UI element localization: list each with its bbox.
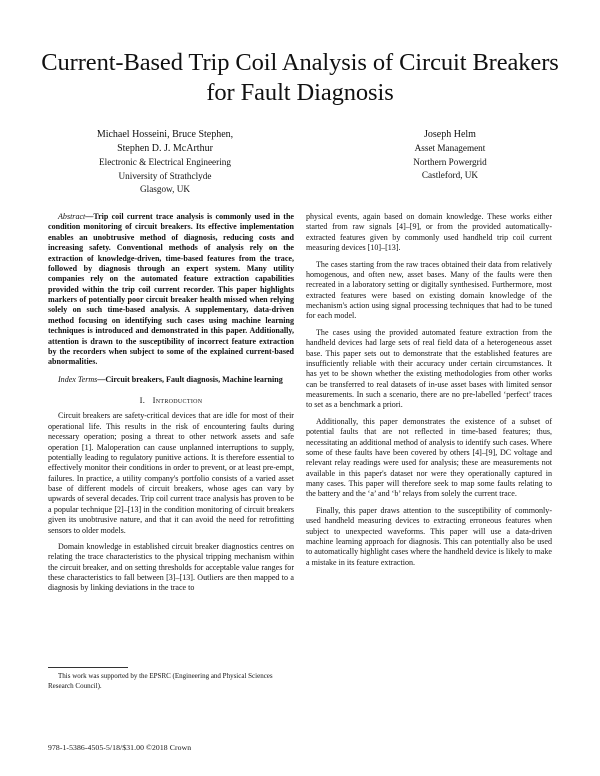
author-block-left [70, 128, 260, 197]
author-dept: Asset Management [414, 143, 486, 153]
author-university: University of Strathclyde [118, 170, 212, 181]
author-block-right [355, 128, 545, 183]
paragraph: Finally, this paper draws attention to the susceptibility of commonly-used handheld measuring devices to extracting erroneous features when subject to unexpected waveforms. This paper will use a data-driven machine learning approach for diagnosis. This can potentially also be used to automatically highlight cases where the handheld device is likely to make a mistake in its feature extraction. [306, 505, 552, 567]
isbn-copyright: 978-1-5386-4505-5/18/$31.00 ©2018 Crown [48, 743, 192, 752]
abstract [48, 212, 294, 368]
author-org: Northern Powergrid [413, 156, 487, 167]
author-names-line-2: Stephen D. J. McArthur [117, 143, 213, 154]
section-numeral: I. [139, 395, 146, 405]
author-city: Glasgow, UK [140, 184, 190, 194]
paragraph: Circuit breakers are safety-critical devices that are idle for most of their operational life. This results in the risk of encountering faults during necessary operation; posing a threat to other network assets and safe operation [1]. Maloperation can cause unplanned interruptions to supply, potentially leading to regulatory punitive actions. It is therefore essential to effectively monitor their conditions in order to prevent, or at least pre-empt, failures. In practice, a utility company's portfolio consists of a varied asset base of different models of circuit breakers, whose ages can vary by upwards of several decades. Trip coil current trace analysis has proven to be a popular technique [2]–[13] in the condition monitoring of circuit breakers given its unobtrusive nature, and that it can avoid the need for retrofitting sensors to older models. [48, 411, 294, 535]
index-terms-lead: Index Terms [58, 374, 98, 384]
title-line-2: for Fault Diagnosis [206, 79, 394, 106]
author-name: Joseph Helm [424, 129, 476, 140]
index-terms-text: —Circuit breakers, Fault diagnosis, Machine learning [97, 374, 283, 384]
author-city: Castleford, UK [421, 170, 479, 180]
author-names-line-1: Michael Hosseini, Bruce Stephen, [96, 129, 234, 140]
footnote: This work was supported by the EPSRC (Engineering and Physical Sciences Research Council). [48, 672, 273, 690]
paragraph: The cases using the provided automated feature extraction from the handheld devices had large sets of real field data of a heterogeneous asset base. This paper sets out to demonstrate that the established features are insufficiently reliable with their accuracy under certain circumstances. It has yet to be shown whether the existing methodologies from other works can be transferred to real datasets of in-use asset bases with limited sensor measurements. In such a scenario, there are no pre-labelled ‘perfect’ traces to set as a benchmark a priori. [306, 327, 552, 410]
right-column [306, 212, 552, 568]
index-terms [48, 375, 294, 385]
abstract-lead: Abstract [58, 212, 86, 221]
section-heading-introduction [48, 395, 294, 405]
left-column [48, 212, 294, 594]
paragraph: Domain knowledge in established circuit breaker diagnostics centres on relating the trace characteristics to the physical tripping mechanism within the circuit breaker, and on setting thresholds for acceptable value ranges for these characteristics to fall between [3]–[13]. Outliers are then mapped to a diagnosis by linking deviations in the trace to [48, 541, 294, 593]
paragraph: The cases starting from the raw traces obtained their data from relatively homogenous, and often new, asset bases. Many of the faults were then recreated in a laboratory setting or digitally synthesised. Furthermore, most extracted features were based on existing domain knowledge of the mechanism's action using signal processing techniques that had to be tuned for each model. [306, 259, 552, 321]
paragraph: physical events, again based on domain knowledge. These works either started from raw signals [4]–[9], or from the provided automatically-extracted features given by commonly used handheld trip coil current measuring devices [10]–[13]. [306, 212, 552, 253]
abstract-text: —Trip coil current trace analysis is commonly used in the condition monitoring of circuit breakers. Its effective implementation enables an unobtrusive method of diagnosis, reducing costs and increasing safety. Conventional methods of analysis rely on the extraction of knowledge-driven, time-based features from the trace, followed by diagnosis through an expert system. Many utility companies rely on the automated feature extraction capabilities provided within the trip coil current recorder. This paper highlights markers of potentially poor circuit breaker health missed when relying solely on such time-based analysis. A supplementary, data-driven method focusing on identifying such cases using machine learning techniques is introduced and demonstrated in this paper. Additionally, attention is drawn to the susceptibility of incorrect feature extraction by the recorders when subject to some of the explained current-based abnormalities. [48, 212, 294, 367]
paper-title [20, 48, 580, 108]
paragraph: Additionally, this paper demonstrates the existence of a subset of potential faults that are not reflected in time-based features; thus, necessitating an additional method of analysis to identify such cases. Where some of these faults have been covered by others [4]–[9], DC voltage and relevant relay readings were used for analysis; these are measurements not available in this paper's dataset nor were they operationally captured in many cases. This paper will therefore seek to map some faults relating to the battery and the ‘a’ and ‘b’ relays from solely the current trace. [306, 416, 552, 499]
footnote-rule [48, 667, 128, 668]
author-dept: Electronic & Electrical Engineering [99, 157, 231, 167]
title-line-1: Current-Based Trip Coil Analysis of Circuit Breakers [41, 49, 559, 76]
section-title: Introduction [152, 395, 203, 405]
